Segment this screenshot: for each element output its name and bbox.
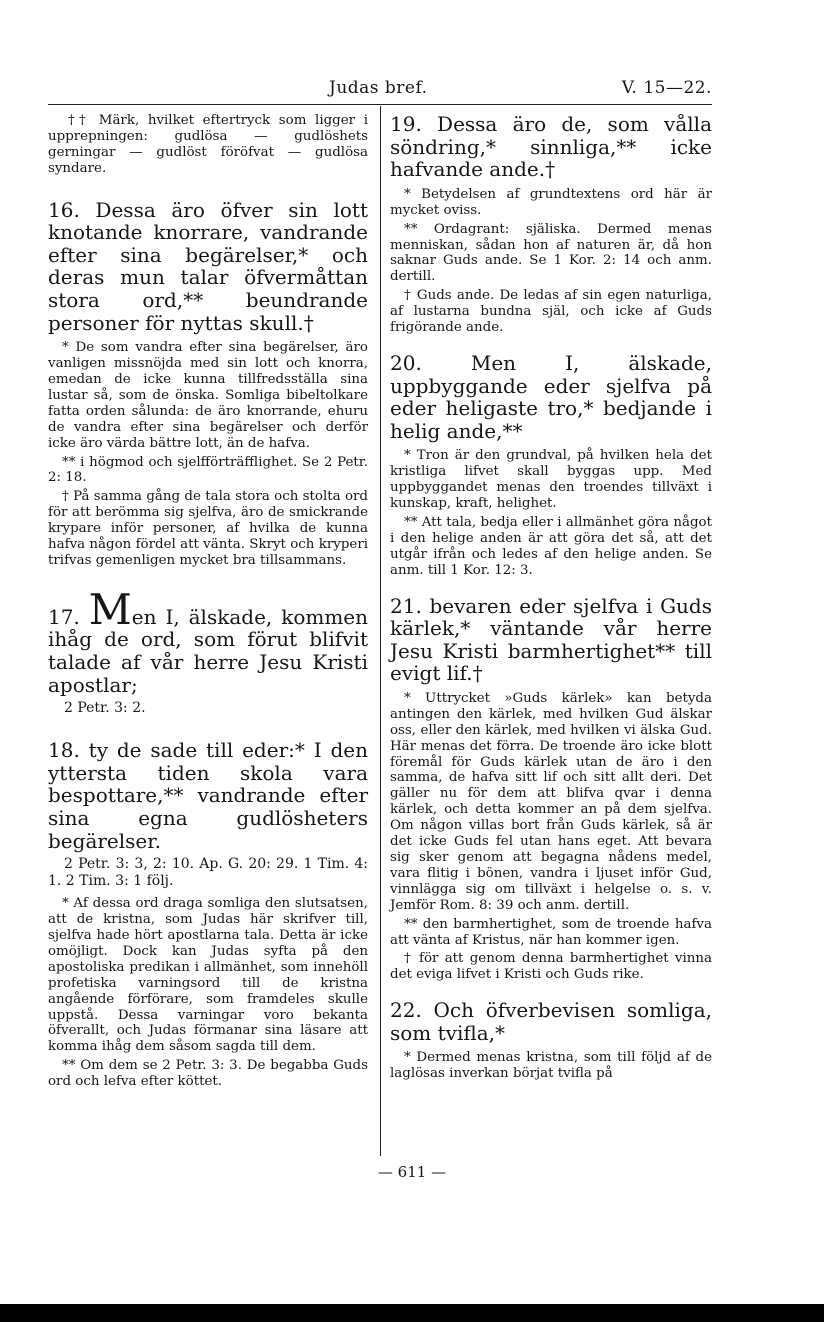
- cross-reference: 2 Petr. 3: 2.: [64, 700, 146, 717]
- footnote: †† Märk, hvilket eftertryck som ligger i upprepningen: gudlösa — gudlöshets gerningar — gudlöst föröfvat — gudlösa syndare.: [48, 113, 368, 176]
- footnote: ** i högmod och sjelfförträfflighet. Se 2 Petr. 2: 18.: [48, 454, 368, 486]
- left-column: [48, 113, 368, 1090]
- drop-cap: M: [88, 584, 132, 634]
- footnote: * De som vandra efter sina begärelser, äro vanligen missnöjda med sin lott och knorra, emedan de icke kunna tillfredsställa sina lustar så, som de önska. Somliga bibeltolkare fatta orden sålunda: de äro knorrande, ehuru de vandra efter sina begärelser och derför icke äro värda bättre lott, än de hafva.: [48, 340, 368, 451]
- footnote: * Dermed menas kristna, som till följd af de laglösas inverkan börjat tvifla på: [390, 1050, 712, 1082]
- verse-20: 20. Men I, älskade, uppbyggande eder sjelfva på eder heligaste tro,* bedjande i helig ande,**: [390, 350, 712, 443]
- footnote: † för att genom denna barmhertighet vinna det eviga lifvet i Kristi och Guds rike.: [390, 951, 712, 983]
- column-divider: [380, 106, 381, 1156]
- footnote: ** Om dem se 2 Petr. 3: 3. De begabba Guds ord och lefva efter köttet.: [48, 1058, 368, 1090]
- footnote: * Af dessa ord draga somliga den slutsatsen, att de kristna, som Judas här skrifver till, sjelfva hade hört apostlarna tala. Detta är icke omöjligt. Dock kan Judas syfta på den apostoliska predikan i allmänhet, som innehöll profetiska varningsord till de kristna angående förförare, som framdeles skulle uppstå. Dessa varningar voro bekanta öfverallt, och Judas förmanar sina läsare att komma ihåg dem såsom sagda till dem.: [48, 896, 368, 1055]
- verse-text: en I, älskade, kommen ihåg de ord, som förut blifvit talade af vår herre Jesu Kristi apostlar;: [48, 604, 369, 697]
- footnote: * Uttrycket »Guds kärlek» kan betyda antingen den kärlek, med hvilken Gud älskar oss, eller den kärlek, med hvilken vi älska Gud. Här menas det förra. De troende äro icke blott föremål för Guds kärlek utan de äro i den samma, de hafva sitt lif och sitt allt deri. Det gäller nu för dem att blifva qvar i denna kärlek, och detta kommer an på dem sjelfva. Om någon villas bort från Guds kärlek, så är det icke Guds fel utan hans eget. Att bevara sig sker genom att begagna nådens medel, vara flitig i bönen, vandra i ljuset inför Gud, vinnlägga sig om tillväxt i helgelse o. s. v. Jemför Rom. 8: 39 och anm. dertill.: [390, 690, 712, 913]
- verse-17: [48, 584, 369, 697]
- cross-reference: 2 Petr. 3: 3, 2: 10. Ap. G. 20: 29. 1 Tim. 4: 1. 2 Tim. 3: 1 följ.: [48, 856, 368, 890]
- verse-number: 17.: [48, 604, 80, 629]
- header-rule: [48, 104, 712, 105]
- verse-16: 16. Dessa äro öfver sin lott knotande knorrare, vandrande efter sina begärelser,* och deras mun talar öfvermåttan stora ord,** beundrande personer för nyttas skull.†: [48, 197, 368, 335]
- header-title: Judas bref.: [329, 78, 428, 98]
- scan-edge-band: [0, 1304, 824, 1322]
- verse-19: 19. Dessa äro de, som vålla söndring,* sinnliga,** icke hafvande ande.†: [390, 112, 712, 182]
- verse-22: 22. Och öfverbevisen somliga, som tvifla,*: [390, 998, 712, 1045]
- footnote: ** Att tala, bedja eller i allmänhet göra något i den helige anden är att göra det så, att det utgår ifrån och ledes af den helige anden. Se anm. till 1 Kor. 12: 3.: [390, 514, 712, 578]
- page-number: — 611 —: [377, 1163, 447, 1181]
- running-header: [0, 78, 824, 102]
- header-verse-range: V. 15—22.: [621, 78, 712, 98]
- right-column: [390, 113, 712, 1082]
- verse-18: 18. ty de sade till eder:* I den yttersta tiden skola vara bespottare,** vandrande efter sina egna gudlösheters begärelser.: [48, 738, 368, 853]
- footnote: † Guds ande. De ledas af sin egen naturliga, af lustarna bundna själ, och icke af Guds frigörande ande.: [390, 288, 712, 336]
- verse-21: 21. bevaren eder sjelfva i Guds kärlek,* väntande vår herre Jesu Kristi barmhertighet** till evigt lif.†: [390, 593, 712, 686]
- footnote: * Betydelsen af grundtextens ord här är mycket oviss.: [390, 186, 712, 218]
- footnote: * Tron är den grundval, på hvilken hela det kristliga lifvet skall byggas upp. Med uppbyggandet menas den troendes tillväxt i kunskap, kraft, helighet.: [390, 448, 712, 512]
- footnote: † På samma gång de tala stora och stolta ord för att berömma sig sjelfva, äro de smickrande krypare inför personer, af hvilka de kunna hafva någon fördel att vänta. Skryt och kryperi trifvas gemenligen mycket bra tillsammans.: [48, 489, 368, 568]
- footnote: ** den barmhertighet, som de troende hafva att vänta af Kristus, när han kommer igen.: [390, 916, 712, 948]
- footnote: ** Ordagrant: själiska. Dermed menas menniskan, sådan hon af naturen är, då hon saknar Guds ande. Se 1 Kor. 2: 14 och anm. dertill.: [390, 221, 712, 285]
